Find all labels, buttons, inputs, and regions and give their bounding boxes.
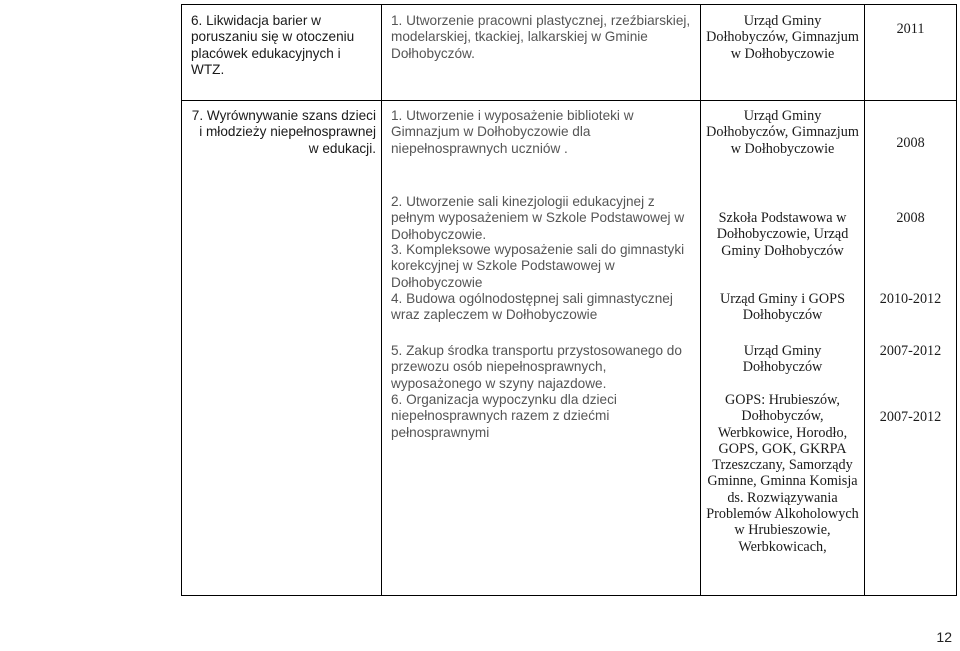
year-7-5: 2007-2012 (879, 343, 942, 359)
col-divider (381, 4, 382, 596)
goal-6: 6. Likwidacja barier w poruszaniu się w otoczeniu placówek edukacyjnych i WTZ. (191, 13, 355, 77)
entity-7-4: Urząd Gminy i GOPS Dołhobyczów (720, 291, 845, 324)
program-table (181, 4, 957, 596)
task-7-5: 5. Zakup środka transportu przystosowanego do przewozu osób niepełnosprawnych, wyposażonego w szyny najazdowe. (391, 343, 682, 391)
task-7-6: 6. Organizacja wypoczynku dla dzieci niepełnosprawnych razem z dziećmi pełnosprawnymi (391, 392, 617, 440)
col-divider (956, 4, 957, 596)
row-divider (181, 100, 957, 101)
year-6: 2011 (896, 21, 925, 37)
page-number: 12 (936, 629, 952, 645)
task-7-3: 3. Kompleksowe wyposażenie sali do gimnastyki korekcyjnej w Szkole Podstawowej w Dołhobyczowie (391, 242, 685, 290)
year-7-6: 2007-2012 (879, 409, 942, 425)
entity-7-6: GOPS: Hrubieszów, Dołhobyczów, Werbkowice, Horodło, GOPS, GOK, GKRPA Trzeszczany, Samorządy Gminne, Gminna Komisja ds. Rozwiązywania Problemów Alkoholowych w Hrubieszowie, Werbkowicach, (706, 392, 859, 555)
task-6-1: 1. Utworzenie pracowni plastycznej, rzeźbiarskiej, modelarskiej, tkackiej, lalkarskiej w Gminie Dołhobyczów. (391, 13, 691, 61)
entity-7-1: Urząd Gminy Dołhobyczów, Gimnazjum w Dołhobyczowie (706, 108, 859, 157)
entity-6: Urząd Gminy Dołhobyczów, Gimnazjum w Dołhobyczowie (706, 13, 859, 62)
year-7-1: 2008 (896, 135, 925, 151)
col-divider (864, 4, 865, 596)
row-divider (181, 595, 957, 596)
task-7-1: 1. Utworzenie i wyposażenie biblioteki w Gimnazjum w Dołhobyczowie dla niepełnosprawnych uczniów . (391, 108, 634, 156)
col-divider (181, 4, 182, 596)
goal-7: 7. Wyrównywanie szans dzieci i młodzieży niepełnosprawnej w edukacji. (191, 108, 376, 156)
task-7-2: 2. Utworzenie sali kinezjologii edukacyjnej z pełnym wyposażeniem w Szkole Podstawowej w Dołhobyczowie. (391, 194, 685, 242)
entity-7-5: Urząd Gminy Dołhobyczów (742, 343, 823, 376)
col-divider (700, 4, 701, 596)
row-divider (181, 4, 957, 5)
year-7-4: 2010-2012 (879, 291, 942, 307)
task-7-4: 4. Budowa ogólnodostępnej sali gimnastycznej wraz zapleczem w Dołhobyczowie (391, 291, 673, 323)
entity-7-2: Szkoła Podstawowa w Dołhobyczowie, Urząd Gminy Dołhobyczów (716, 210, 849, 259)
year-7-2: 2008 (896, 210, 925, 226)
